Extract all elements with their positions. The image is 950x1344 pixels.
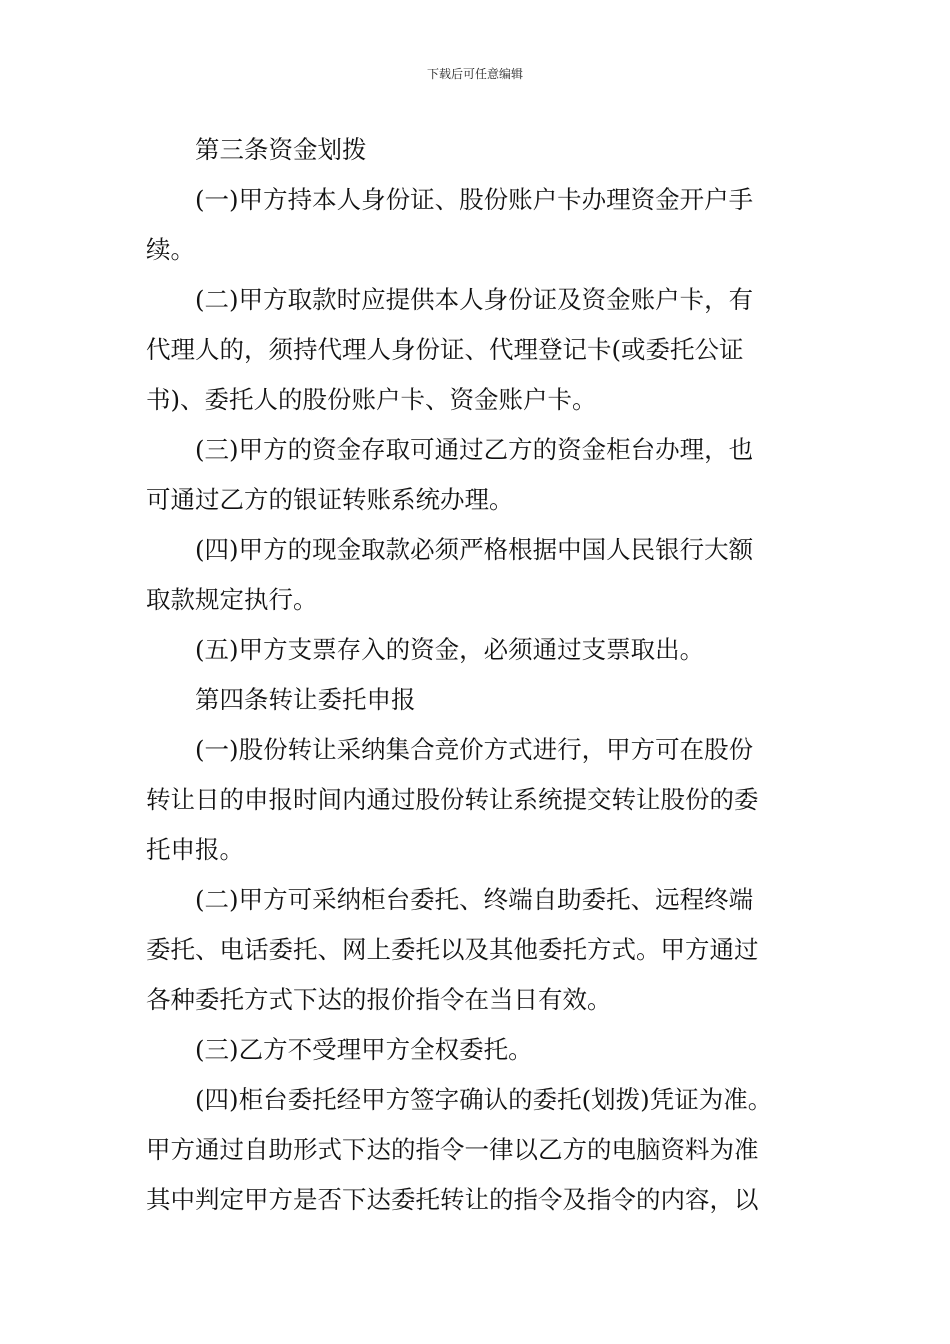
paragraph-line: 转让日的申报时间内通过股份转让系统提交转让股份的委 (146, 785, 759, 814)
paragraph-line: 各种委托方式下达的报价指令在当日有效。 (146, 985, 612, 1014)
paragraph-line: 托申报。 (146, 835, 244, 864)
paragraph-line: (一)股份转让采纳集合竞价方式进行，甲方可在股份 (195, 735, 754, 764)
paragraph-line: 委托、电话委托、网上委托以及其他委托方式。甲方通过 (146, 935, 759, 964)
paragraph-line: 取款规定执行。 (146, 585, 318, 614)
paragraph-line: (三)乙方不受理甲方全权委托。 (195, 1035, 533, 1064)
article-heading: 第四条转让委托申报 (195, 685, 416, 714)
paragraph-line: 代理人的，须持代理人身份证、代理登记卡(或委托公证 (146, 335, 744, 364)
paragraph-line: (三)甲方的资金存取可通过乙方的资金柜台办理，也 (195, 435, 754, 464)
page-header: 下载后可任意编辑 (426, 67, 523, 81)
paragraph-line: 甲方通过自助形式下达的指令一律以乙方的电脑资料为准 (146, 1135, 759, 1164)
paragraph-line: 书)、委托人的股份账户卡、资金账户卡。 (146, 385, 597, 414)
paragraph-line: (四)柜台委托经甲方签字确认的委托(划拨)凭证为准。 (195, 1085, 773, 1114)
document-body (146, 125, 808, 1225)
paragraph-line: (二)甲方取款时应提供本人身份证及资金账户卡，有 (195, 285, 754, 314)
paragraph-line: (二)甲方可采纳柜台委托、终端自助委托、远程终端 (195, 885, 754, 914)
paragraph-line: 其中判定甲方是否下达委托转让的指令及指令的内容，以 (146, 1185, 759, 1214)
paragraph-line: (一)甲方持本人身份证、股份账户卡办理资金开户手 (195, 185, 754, 214)
paragraph-line: (五)甲方支票存入的资金，必须通过支票取出。 (195, 635, 705, 664)
paragraph-line: 可通过乙方的银证转账系统办理。 (146, 485, 514, 514)
article-heading: 第三条资金划拨 (195, 135, 367, 164)
paragraph-line: 续。 (146, 235, 195, 264)
paragraph-line: (四)甲方的现金取款必须严格根据中国人民银行大额 (195, 535, 754, 564)
